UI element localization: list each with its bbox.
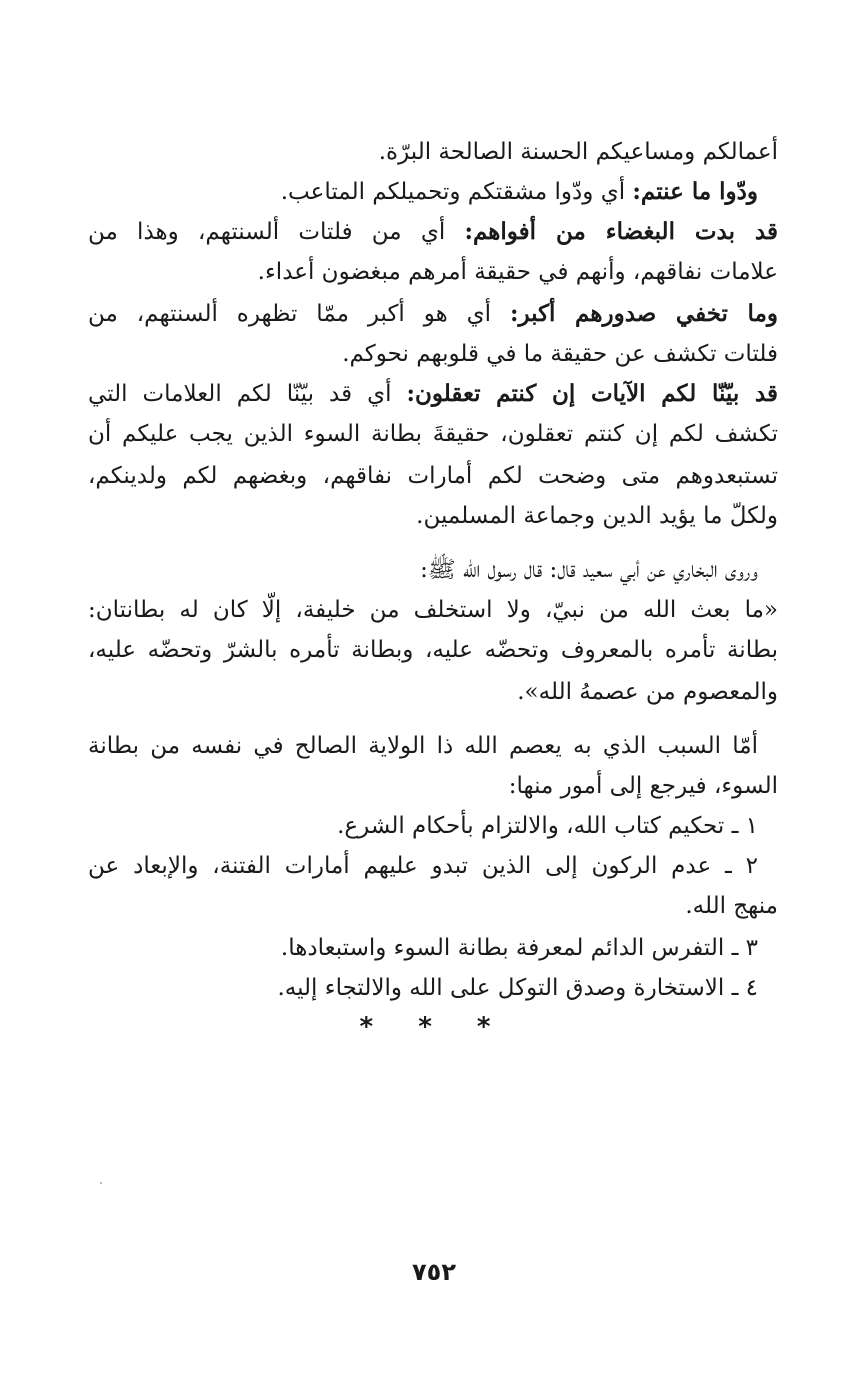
hadith-line: والمعصوم من عصمهُ الله».: [517, 679, 778, 705]
verse-phrase: قد بيّنّا لكم الآيات إن كنتم تعقلون:: [406, 380, 778, 407]
text-line: أمّا السبب الذي به يعصم الله ذا الولاية الصالح في نفسه من بطانة: [88, 733, 758, 759]
scan-speck: [100, 1182, 102, 1184]
text-line: تكشف لكم إن كنتم تعقلون، حقيقةَ بطانة السوء الذين يجب عليكم أن: [88, 421, 778, 447]
list-item: ٢ ـ عدم الركون إلى الذين تبدو عليهم أمارات الفتنة، والإبعاد عن: [88, 853, 758, 879]
list-item-continuation: منهج الله.: [685, 893, 778, 919]
text-line: قد بدت البغضاء من أفواهم: أي من فلتات ألسنتهم، وهذا من: [88, 218, 778, 245]
text-line: ولكلّ ما يؤيد الدين وجماعة المسلمين.: [416, 503, 778, 529]
text-line: وروى البخاري عن أبي سعيد قال: قال رسول الله ﷺ:: [420, 557, 758, 583]
text-line: أعمالكم ومساعيكم الحسنة الصالحة البرّة.: [378, 139, 778, 165]
text-line: وما تخفي صدورهم أكبر: أي هو أكبر ممّا تظهره ألسنتهم، من: [88, 300, 778, 327]
hadith-line: «ما بعث الله من نبيّ، ولا استخلف من خليفة، إلّا كان له بطانتان:: [88, 597, 778, 623]
list-item: ٤ ـ الاستخارة وصدق التوكل على الله والالتجاء إليه.: [277, 975, 758, 1001]
text-line: علامات نفاقهم، وأنهم في حقيقة أمرهم مبغضون أعداء.: [257, 259, 778, 285]
hadith-line: بطانة تأمره بالمعروف وتحضّه عليه، وبطانة تأمره بالشرّ وتحضّه عليه،: [88, 637, 778, 663]
page-number: ٧٥٢: [412, 1258, 456, 1286]
section-separator: * * *: [359, 1012, 509, 1042]
verse-phrase: قد بدت البغضاء من أفواهم:: [464, 218, 778, 245]
text-line: ودّوا ما عنتم: أي ودّوا مشقتكم وتحميلكم المتاعب.: [280, 178, 758, 205]
text-line: تستبعدوهم متى وضحت لكم أمارات نفاقهم، وبغضهم لكم ولدينكم،: [88, 463, 778, 489]
text-line: السوء، فيرجع إلى أمور منها:: [508, 773, 778, 799]
text-line: فلتات تكشف عن حقيقة ما في قلوبهم نحوكم.: [342, 341, 778, 367]
list-item: ٣ ـ التفرس الدائم لمعرفة بطانة السوء واستبعادها.: [280, 935, 758, 961]
verse-phrase: وما تخفي صدورهم أكبر:: [509, 300, 778, 327]
list-item: ١ ـ تحكيم كتاب الله، والالتزام بأحكام الشرع.: [337, 813, 758, 839]
text-line: قد بيّنّا لكم الآيات إن كنتم تعقلون: أي قد بيّنّا لكم العلامات التي: [88, 380, 778, 407]
verse-phrase: ودّوا ما عنتم:: [632, 178, 758, 205]
